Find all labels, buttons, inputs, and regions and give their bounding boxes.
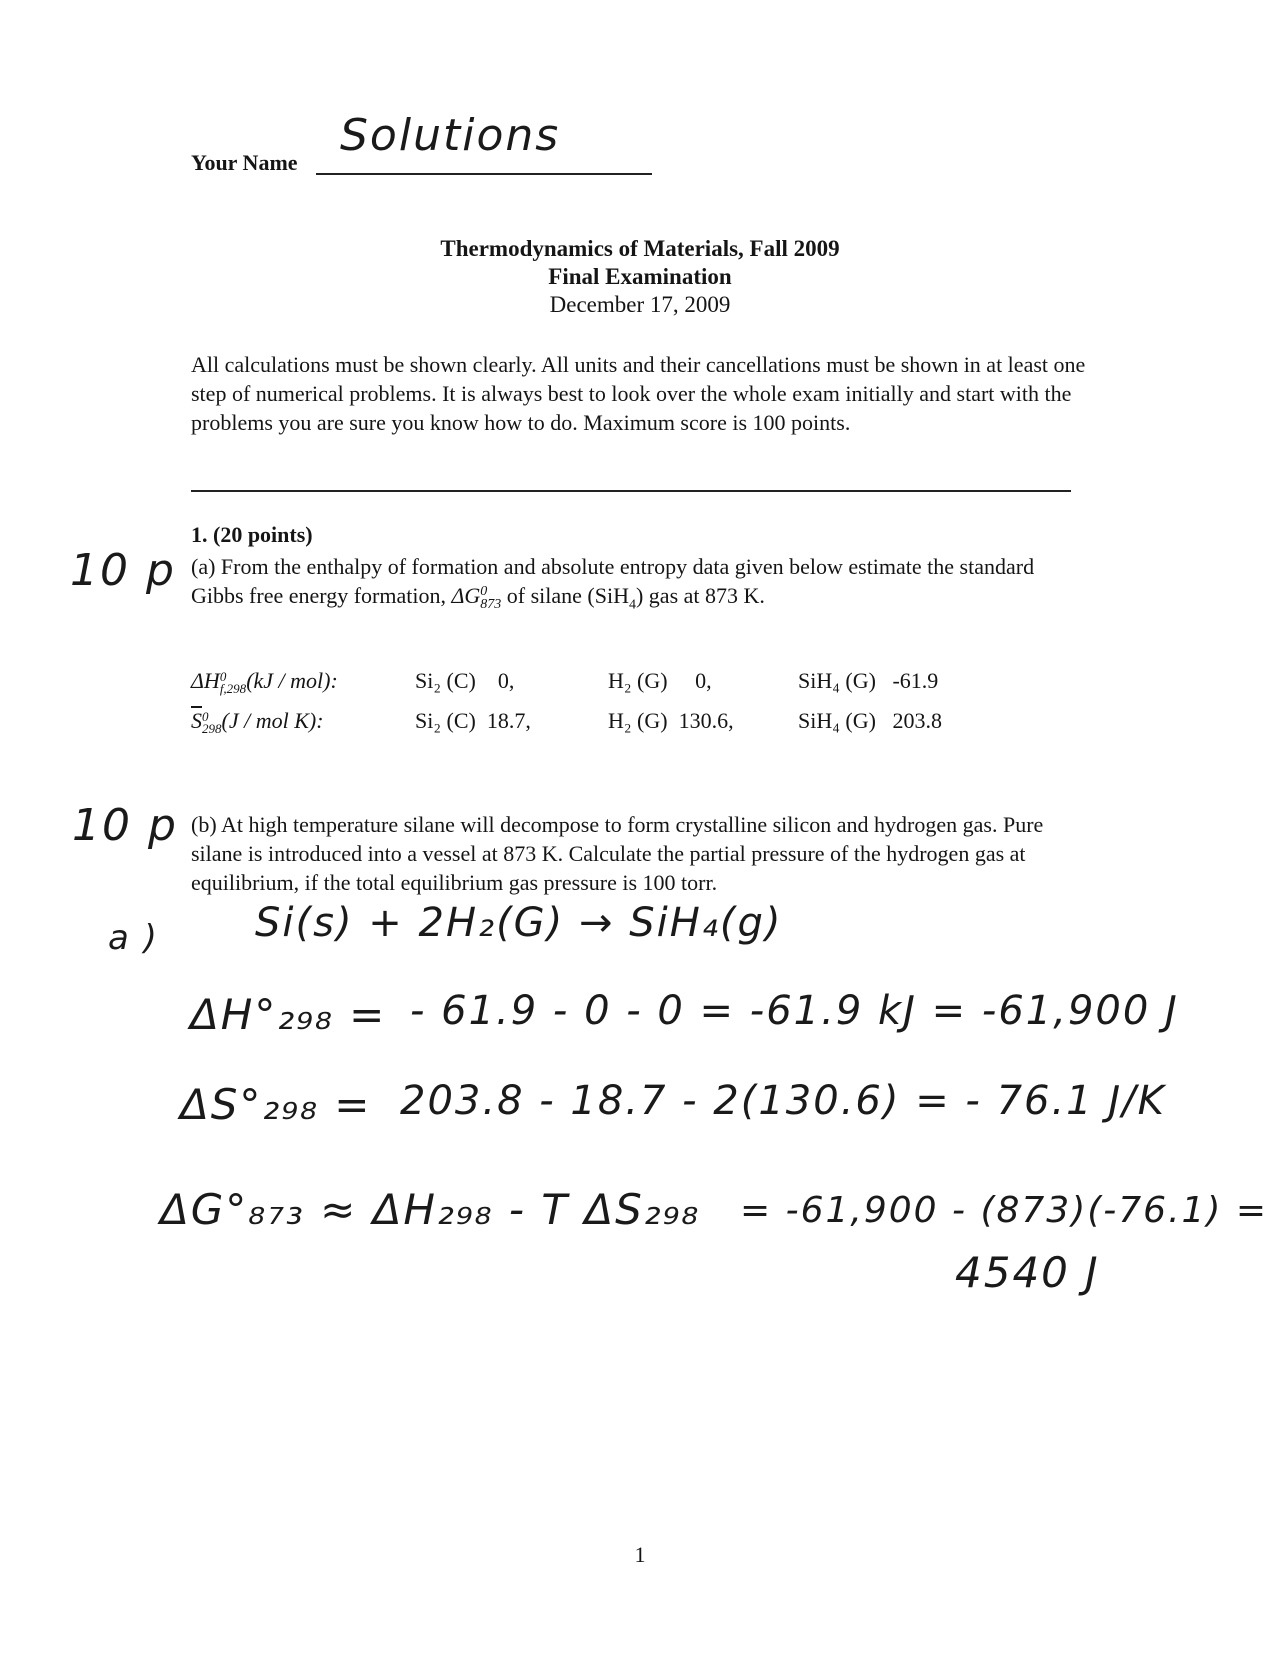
solution-entropy-rhs: 203.8 - 18.7 - 2(130.6) = - 76.1 J/K	[400, 1078, 1166, 1124]
solution-gibbs-rhs: = -61,900 - (873)(-76.1) =	[740, 1190, 1269, 1231]
part-a-margin-note: 10 p	[70, 545, 176, 596]
part-b-question: (b) At high temperature silane will decompose to form crystalline silicon and hydrogen gas. Pure silane is introduced into a vessel at 873 K. Calculate the partial pressure of the hydrogen gas at equilibrium, if the total equilibrium gas pressure is 100 torr.	[191, 812, 1044, 895]
page-number: 1	[634, 1542, 646, 1567]
solution-gibbs-result: 4540 J	[955, 1248, 1100, 1297]
part-a-text-post: ) gas at 873 K.	[635, 583, 765, 608]
instructions-paragraph: All calculations must be shown clearly. All units and their cancellations must be shown in at least one step of numerical problems. It is always best to look over the whole exam initially and start with the problems you are sure you know how to do. Maximum score is 100 points.	[191, 352, 1086, 435]
entropy-label	[191, 708, 324, 735]
enthalpy-sih4: SiH₄ (G) -61.9	[798, 668, 939, 693]
enthalpy-h2: H₂ (G) 0,	[608, 668, 712, 693]
enthalpy-label-sub: f,298	[219, 680, 247, 696]
section-divider	[191, 490, 1071, 492]
entropy-label-sub: 298	[202, 720, 222, 736]
enthalpy-label	[191, 668, 338, 695]
enthalpy-label-main: ΔH	[191, 668, 220, 693]
solution-part-label: a )	[108, 918, 159, 958]
data-row-entropy	[191, 708, 991, 748]
entropy-sih4: SiH₄ (G) 203.8	[798, 708, 942, 733]
entropy-si: Si₂ (C) 18.7,	[415, 708, 531, 733]
delta-g-sup-sub	[480, 585, 501, 611]
exam-type-title: Final Examination	[548, 264, 732, 289]
data-table	[191, 668, 991, 748]
enthalpy-label-sup: 0	[219, 668, 227, 684]
name-value-handwritten: Solutions	[340, 110, 561, 161]
delta-g-symbol	[451, 583, 502, 612]
entropy-h2: H₂ (G) 130.6,	[608, 708, 734, 733]
part-b-margin-note: 10 p	[72, 800, 178, 851]
entropy-label-unit: (J / mol K):	[221, 708, 324, 733]
enthalpy-label-sup-sub	[219, 668, 247, 696]
solution-gibbs-lhs: ΔG°₈₇₃ ≈ ΔH₂₉₈ - T ΔS₂₉₈	[160, 1185, 701, 1234]
solution-entropy-lhs: ΔS°₂₉₈ =	[180, 1080, 372, 1129]
part-a-text-mid: of silane (SiH	[501, 583, 629, 608]
solution-reaction: Si(s) + 2H₂(G) → SiH₄(g)	[255, 900, 783, 946]
delta-g-sub: 873	[480, 596, 502, 612]
enthalpy-si: Si₂ (C) 0,	[415, 668, 515, 693]
exam-date: December 17, 2009	[549, 292, 731, 317]
part-a-text-pre: (a) From the enthalpy of formation and absolute entropy data given below estimate the standard Gibbs free energy formation,	[191, 554, 1035, 608]
silane-subscript: 4	[628, 597, 636, 613]
enthalpy-label-unit: (kJ / mol):	[246, 668, 338, 693]
problem-1-heading: 1. (20 points)	[191, 522, 313, 547]
name-label: Your Name	[191, 150, 298, 175]
name-underline	[316, 173, 652, 175]
solution-enthalpy-lhs: ΔH°₂₉₈ =	[190, 990, 387, 1039]
entropy-label-sup-sub	[202, 708, 222, 736]
entropy-label-main: $\overline{S}$	[191, 708, 202, 733]
solution-enthalpy-rhs: - 61.9 - 0 - 0 = -61.9 kJ = -61,900 J	[410, 988, 1179, 1034]
exam-course-title: Thermodynamics of Materials, Fall 2009	[440, 236, 840, 261]
delta-g-main: ΔG	[451, 583, 481, 608]
part-a-question	[191, 552, 1091, 611]
data-row-enthalpy	[191, 668, 991, 708]
entropy-label-sup: 0	[202, 708, 209, 724]
delta-g-sup: 0	[480, 583, 488, 599]
